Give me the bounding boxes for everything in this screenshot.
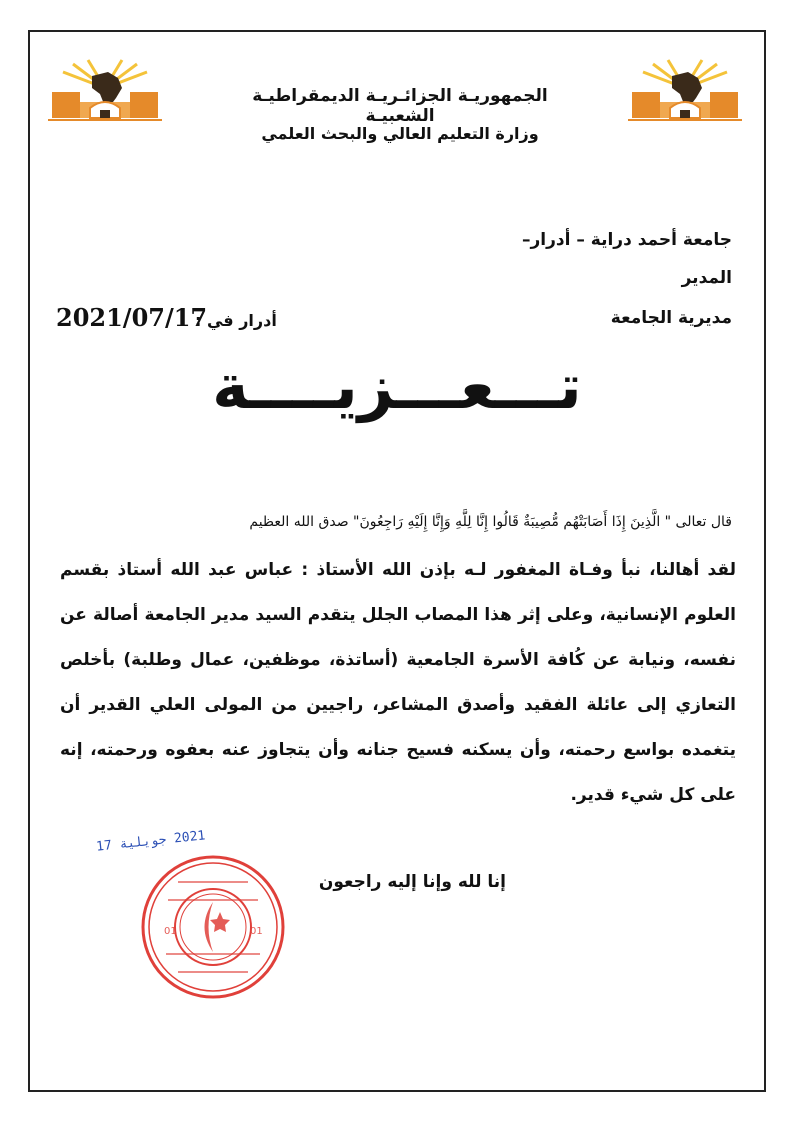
date-prefix: أدرار في :	[195, 311, 277, 330]
svg-text:01: 01	[164, 926, 177, 937]
condolence-body: لقد أهالنا، نبأ وفـاة المغفور لـه بإذن الله الأستاذ : عباس عبد الله أستاذ بقسم العلوم الإنسانية، وعلى إثر هذا المصاب الجلل يتقدم السيد مدير الجامعة أصالة عن نفسه، ونيابة عن كُافة الأسرة الجامعية (أساتذة، موظفين، عمال وطلبة) بأخلص التعازي إلى عائلة الفقيد وأصدق المشاعر، راجيين من المولى العلي القدير أن يتغمده بواسع رحمته، وأن يسكنه فسيح جنانه وأن يتجاوز عنه بعفوه ورحمته، إنه على كل شيء قدير.	[60, 560, 736, 805]
university-logo-right	[618, 58, 752, 142]
ministry-heading: وزارة التعليم العالي والبحث العلمي	[261, 124, 539, 143]
official-seal	[138, 852, 288, 1002]
received-date-stamp: 2021 جويلية 17	[95, 828, 207, 855]
seal-icon	[138, 852, 288, 1002]
closing-phrase: إنا لله وإنا إليه راجعون	[318, 872, 506, 892]
svg-text:01: 01	[250, 926, 263, 937]
quran-verse: قال تعالى " الَّذِينَ إِذَا أَصَابَتْهُم مُّصِيبَةٌ قَالُوا إِنَّا لِلَّهِ وَإِنَّا إِلَيْهِ رَاجِعُونَ" صدق الله العظيم	[249, 514, 732, 530]
university-logo-icon	[38, 58, 172, 142]
republic-heading: الجمهوريـة الجزائـريـة الديمقراطيـة الشعبيـة	[252, 86, 548, 126]
university-name: جامعة أحمد دراية – أدرار–	[521, 230, 732, 250]
university-logo-left	[38, 58, 172, 142]
university-logo-icon	[618, 58, 752, 142]
directorate-label: مديرية الجامعة	[610, 308, 732, 328]
document-date: 2021/07/17	[56, 303, 208, 332]
director-label: المدير	[681, 268, 732, 288]
document-title: تـــعـــزيــــة	[212, 350, 582, 423]
